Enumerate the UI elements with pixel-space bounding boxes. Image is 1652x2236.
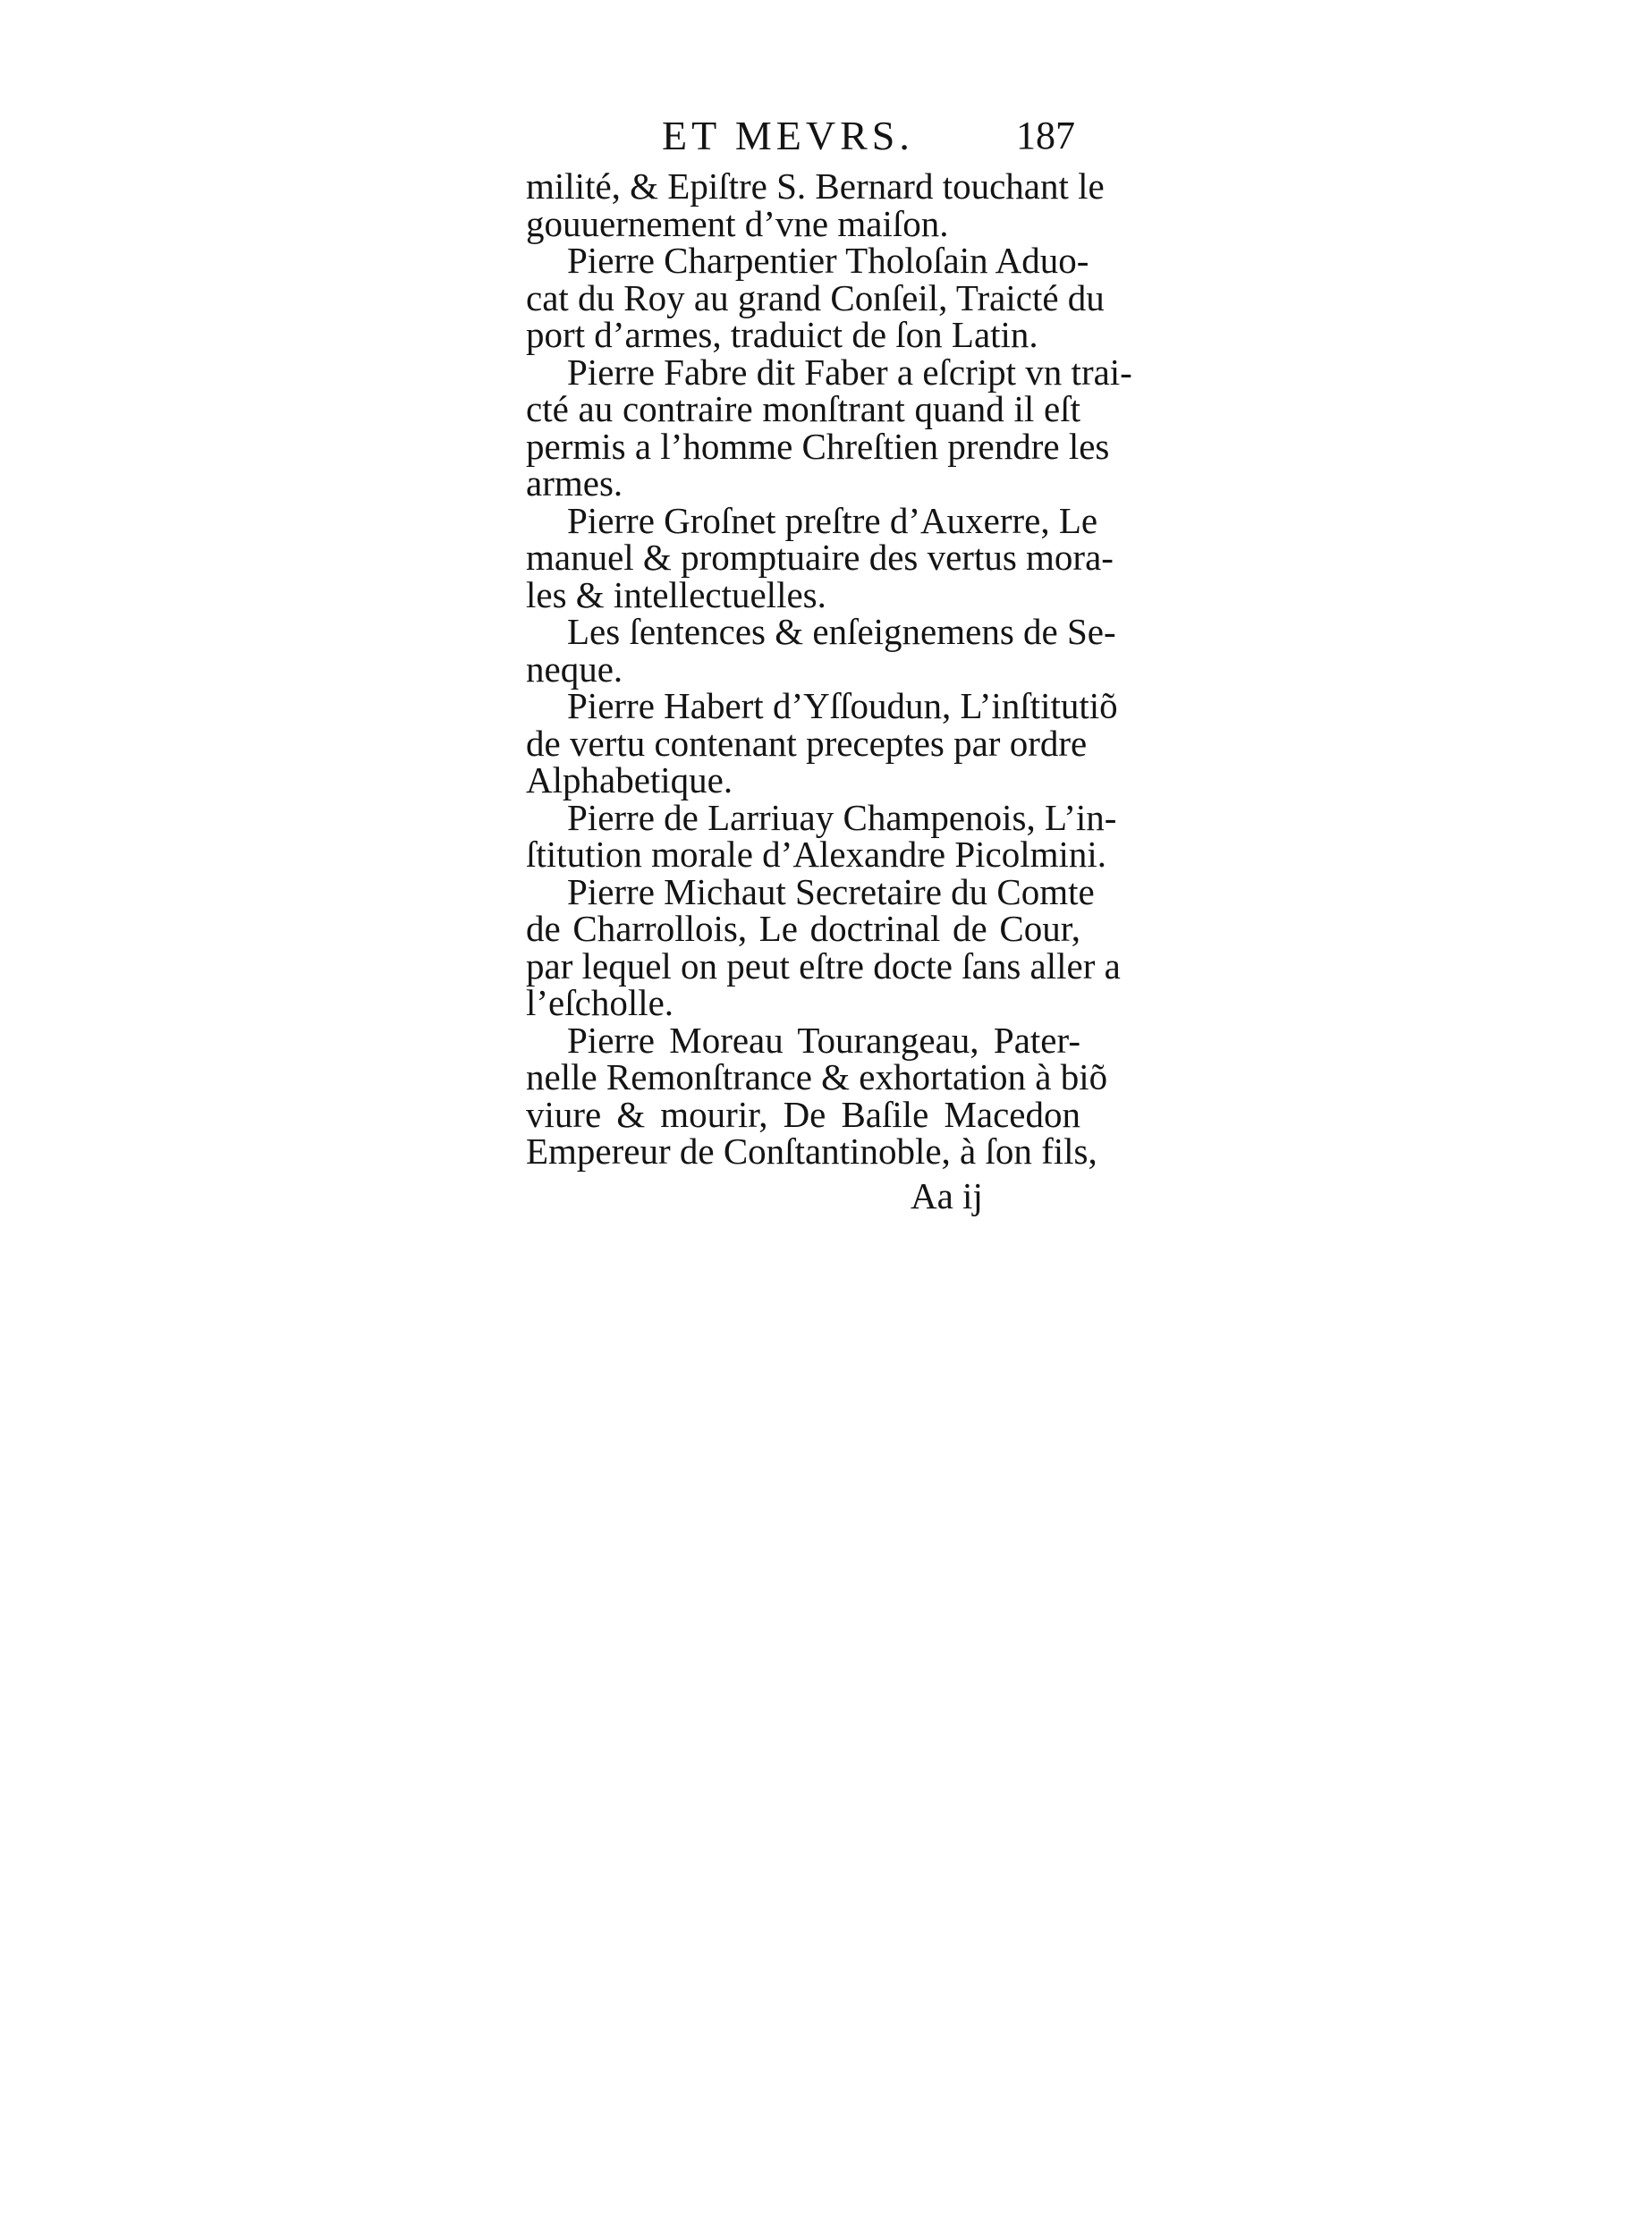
running-head-title: ET MEVRS. xyxy=(662,113,914,158)
text-line: cté au contraire monſtrant quand il eſt xyxy=(526,388,1080,429)
text-line: de vertu contenant preceptes par ordre xyxy=(526,722,1088,764)
text-line: l’eſcholle. xyxy=(526,982,674,1023)
text-line: cat du Roy au grand Conſeil, Traicté du xyxy=(526,276,1105,318)
text-line: les & intellectuelles. xyxy=(526,573,826,615)
entry-first-line: Pierre Habert d’Yſſoudun, L’inſtitutiõ xyxy=(567,685,1118,726)
text-line: Alphabetique. xyxy=(526,759,733,800)
text-line: gouuernement d’vne maiſon. xyxy=(526,202,949,244)
entry-first-line: Pierre Moreau Tourangeau, Pater- xyxy=(567,1019,1080,1061)
text-line: permis a l’homme Chreſtien prendre les xyxy=(526,425,1110,467)
text-line: viure & mourir, De Baſile Macedon xyxy=(526,1093,1080,1135)
text-line: port d’armes, traduict de ſon Latin. xyxy=(526,314,1038,355)
text-line: Empereur de Conſtantinoble, à ſon fils, xyxy=(526,1131,1097,1172)
text-line: par lequel on peut eſtre docte ſans aller a xyxy=(526,944,1121,987)
text-line: neque. xyxy=(526,648,623,690)
entry-first-line: Pierre Fabre dit Faber a eſcript vn trai- xyxy=(567,351,1132,393)
text-line: armes. xyxy=(526,462,623,504)
signature-text: Aa ij xyxy=(911,1174,983,1216)
entry-first-line: Pierre Groſnet preſtre d’Auxerre, Le xyxy=(567,499,1098,541)
text-line: ſtitution morale d’Alexandre Picolmini. xyxy=(526,834,1107,875)
running-head xyxy=(526,107,1080,165)
signature-mark xyxy=(526,1171,1080,1221)
text-line: nelle Remonſtrance & exhortation à biõ xyxy=(526,1056,1108,1097)
entry-first-line: Pierre Charpentier Tholoſain Aduo- xyxy=(567,240,1089,281)
text-line: milité, & Epiſtre S. Bernard touchant le xyxy=(526,165,1105,207)
entry-first-line: Les ſentences & enſeignemens de Se- xyxy=(567,611,1116,652)
page-number: 187 xyxy=(1016,114,1075,157)
text-line: de Charrollois, Le doctrinal de Cour, xyxy=(526,908,1080,949)
text-line: manuel & promptuaire des vertus mora- xyxy=(526,537,1114,578)
entry-first-line: Pierre Michaut Secretaire du Comte xyxy=(567,870,1095,912)
text-block xyxy=(526,107,1132,1221)
entry-first-line: Pierre de Larriuay Champenois, L’in- xyxy=(567,796,1117,838)
